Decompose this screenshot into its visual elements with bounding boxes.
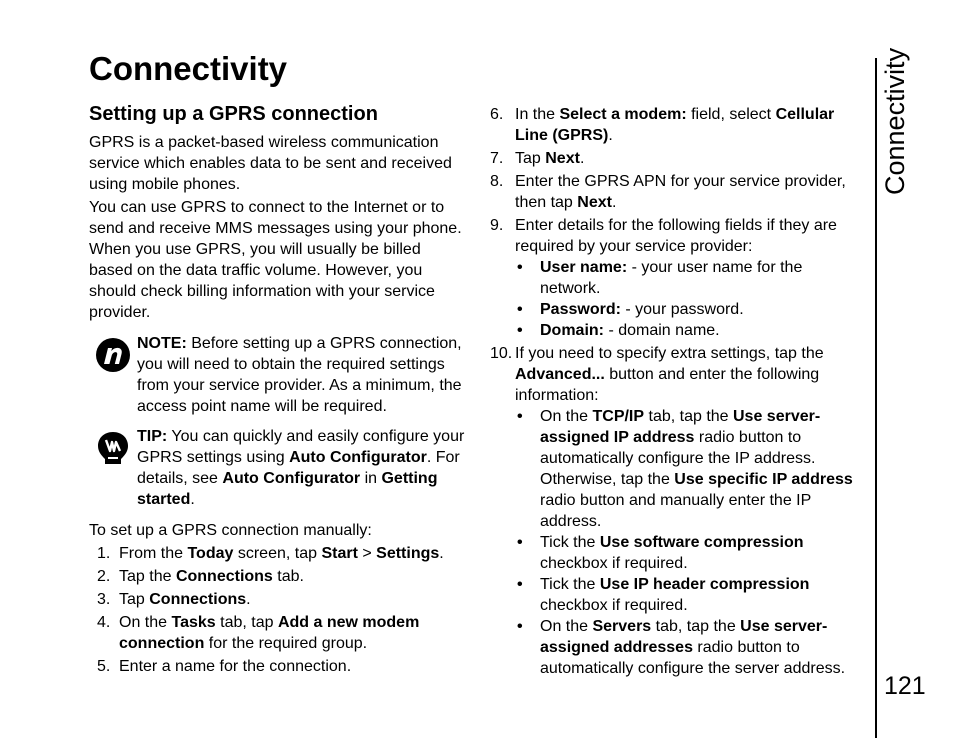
step-text: Tap the [119, 568, 176, 585]
bullet-icon: • [517, 408, 523, 425]
step-text: checkbox if required. [540, 597, 688, 614]
bold-term: Advanced... [515, 366, 605, 383]
tip-text [137, 428, 464, 508]
bullet-icon: • [517, 534, 523, 551]
step-number: 3. [97, 591, 111, 608]
steps-intro: To set up a GPRS connection manually: [89, 522, 372, 539]
tip-body-4: . [190, 491, 195, 508]
bullet-item [515, 574, 866, 616]
step-text: - domain name. [604, 322, 720, 339]
bold-term: Connections [175, 568, 273, 585]
step-text: Tap [515, 150, 546, 167]
step-text: tab, tap the [651, 618, 741, 635]
step-text: In the [515, 106, 560, 123]
tip-body-2: . For details, see [137, 449, 460, 487]
step-item [89, 656, 467, 677]
step-number: 4. [97, 614, 111, 631]
left-column [89, 102, 467, 679]
step-text: > [357, 545, 377, 562]
step-text: radio button and manually enter the IP address. [540, 492, 811, 530]
step-text: Enter the GPRS APN for your service provider, then tap [515, 173, 846, 211]
step-number: 6. [490, 106, 504, 123]
bullet-item [515, 616, 866, 679]
steps-list-left [89, 543, 467, 677]
step-body [515, 171, 866, 213]
step-text: On the [119, 614, 172, 631]
bold-term: Settings [376, 545, 440, 562]
bold-term: Use specific IP address [674, 471, 853, 488]
bold-term: Use IP header compression [599, 576, 810, 593]
tip-label: TIP: [137, 428, 168, 445]
bullet-icon: • [517, 618, 523, 635]
bold-term: Today [187, 545, 234, 562]
tip-bold-2: Auto Configurator [222, 470, 361, 487]
step-text: radio button to automatically configure the IP address. Otherwise, tap the [540, 429, 816, 488]
step-item [490, 171, 866, 213]
step-text: On the [540, 408, 593, 425]
step-text: . [246, 591, 251, 608]
tip-bold-1: Auto Configurator [289, 449, 427, 466]
step-text: . [608, 127, 613, 144]
bold-term: User name: [540, 259, 628, 276]
step-text: . [579, 150, 585, 167]
right-column [490, 102, 866, 681]
step-text: - your user name for the network. [540, 259, 803, 297]
step-text: button and enter the following information: [515, 366, 820, 404]
step-item [89, 612, 467, 654]
bold-term: Use server-assigned IP address [540, 408, 821, 446]
bold-term: Password: [540, 301, 621, 318]
bold-term: Use server-assigned addresses [540, 618, 828, 656]
step-text: tab. [272, 568, 304, 585]
usage-paragraph: You can use GPRS to connect to the Internet or to send and receive MMS messages using your phone. When you use GPRS, you will usually be billed based on the data traffic volume. However, you should check billing information with your service provider. [89, 199, 462, 321]
bold-term: Cellular Line (GPRS) [515, 106, 835, 144]
step-text: Tap [119, 591, 150, 608]
step-number: 10. [490, 345, 513, 362]
bullet-icon: • [517, 259, 523, 276]
step-body [119, 656, 467, 677]
step-text: . [611, 194, 617, 211]
step-body [119, 612, 467, 654]
bullet-icon: • [517, 576, 523, 593]
section-heading: Setting up a GPRS connection [89, 103, 378, 125]
bold-term: Next [577, 194, 612, 211]
step-text: Tick the [540, 576, 600, 593]
tip-body-1: You can quickly and easily configure your GPRS settings using [137, 428, 465, 466]
note-n-icon [95, 337, 131, 373]
step-number: 1. [97, 545, 111, 562]
tip-box [89, 426, 467, 510]
bold-term: Tasks [171, 614, 216, 631]
bullet-icon: • [517, 322, 523, 339]
tip-body-3: in [360, 470, 382, 487]
step-body [515, 343, 866, 406]
bold-term: Domain: [540, 322, 604, 339]
step-text: Tick the [540, 534, 600, 551]
step-number: 9. [490, 217, 504, 234]
bullet-item [515, 532, 866, 574]
step-text: From the [119, 545, 188, 562]
bullet-item [515, 299, 866, 320]
step-text: checkbox if required. [540, 555, 688, 572]
note-box [89, 333, 467, 417]
step-body [515, 215, 866, 257]
bold-term: Connections [149, 591, 247, 608]
note-body: Before setting up a GPRS connection, you will need to obtain the required settings from your service provider. As a minimum, the access point name will be required. [137, 335, 462, 415]
step-number: 5. [97, 658, 111, 675]
step-text: for the required group. [204, 635, 368, 652]
step-item [89, 589, 467, 610]
step-body [119, 543, 467, 564]
step-text: - your password. [620, 301, 744, 318]
bold-term: Add a new modem connection [119, 614, 420, 652]
step-number: 2. [97, 568, 111, 585]
bold-term: Next [545, 150, 580, 167]
steps-list-right [490, 104, 866, 679]
step-text: radio button to automatically configure the server address. [540, 639, 846, 677]
step-body [515, 104, 866, 146]
page-number: 121 [884, 672, 926, 700]
step-text: . [439, 545, 444, 562]
step-item [490, 104, 866, 146]
step-body [119, 589, 467, 610]
step-text: screen, tap [233, 545, 322, 562]
step-text: tab, tap the [644, 408, 733, 425]
note-label: NOTE: [137, 335, 187, 352]
page-title: Connectivity [89, 50, 288, 87]
step-number: 8. [490, 173, 504, 190]
tip-lightbulb-icon [95, 430, 131, 466]
bullet-icon: • [517, 301, 523, 318]
step-item [89, 566, 467, 587]
sidebar-divider [875, 58, 877, 738]
step-bullets [515, 406, 866, 679]
bold-term: Select a modem: [559, 106, 687, 123]
bold-term: TCP/IP [592, 408, 645, 425]
step-bullets [515, 257, 866, 341]
step-text: Enter details for the following fields if they are required by your service provider: [515, 217, 837, 255]
step-text: Enter a name for the connection. [119, 658, 352, 675]
step-item [490, 148, 866, 169]
step-text: field, select [686, 106, 776, 123]
intro-paragraph: GPRS is a packet-based wireless communication service which enables data to be sent and received using mobile phones. [89, 134, 452, 193]
step-text: tab, tap [215, 614, 278, 631]
step-body [119, 566, 467, 587]
bullet-item [515, 320, 866, 341]
chapter-tab-label: Connectivity [880, 47, 910, 195]
step-text: If you need to specify extra settings, tap the [515, 345, 824, 362]
tip-bold-3: Getting started [137, 470, 438, 508]
bullet-item [515, 406, 866, 532]
step-item [89, 543, 467, 564]
step-item [490, 343, 866, 679]
step-item [490, 215, 866, 341]
bold-term: Servers [592, 618, 652, 635]
step-text: On the [540, 618, 593, 635]
bullet-item [515, 257, 866, 299]
bold-term: Start [321, 545, 358, 562]
note-text [137, 335, 462, 415]
bold-term: Use software compression [599, 534, 804, 551]
step-number: 7. [490, 150, 504, 167]
step-body [515, 148, 866, 169]
